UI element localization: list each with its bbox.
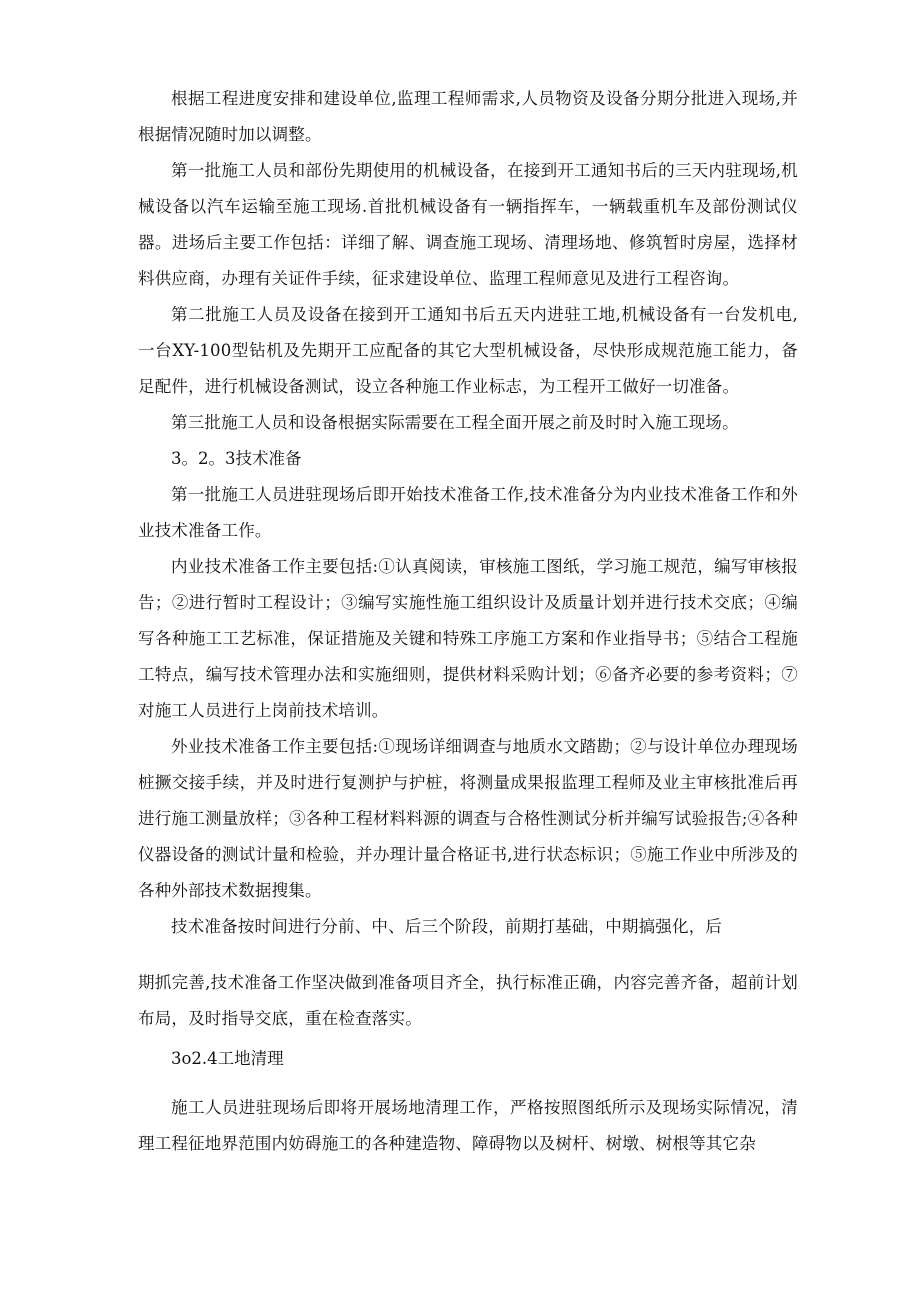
paragraph-external-preparation: 外业技术准备工作主要包括:①现场详细调查与地质水文踏勘；②与设计单位办理现场桩撅交接手续，并及时进行复测护与护桩，将测量成果报监理工程师及业主审核批准后再进行施工测量放样；③各种工程材料料源的调查与合格性测试分析并编写试验报告;④各种仪器设备的测试计量和检验，并办理计量合格证书,进行状态标识；⑤施工作业中所涉及的各种外部技术数据搜集。 — [138, 737, 798, 900]
paragraph-technical-intro: 第一批施工人员进驻现场后即开始技术准备工作,技术准备分为内业技术准备工作和外业技术准备工作。 — [138, 485, 798, 540]
paragraph-stages-continued: 期抓完善,技术准备工作坚决做到准备项目齐全，执行标准正确，内容完善齐备，超前计划布局，及时指导交底，重在检查落实。 — [138, 973, 798, 1028]
paragraph-stages-start: 技术准备按时间进行分前、中、后三个阶段，前期打基础，中期搞强化，后 — [171, 917, 723, 936]
paragraph-site-clearing: 施工人员进驻现场后即将开展场地清理工作，严格按照图纸所示及现场实际情况，清理工程征地界范围内妨碍施工的各种建造物、障碍物以及树杆、树墩、树根等其它杂 — [138, 1098, 798, 1153]
paragraph-third-batch: 第三批施工人员和设备根据实际需要在工程全面开展之前及时时入施工现场。 — [171, 413, 739, 432]
paragraph-personnel-entry: 根据工程进度安排和建设单位,监理工程师需求,人员物资及设备分期分批进入现场,并根据情况随时加以调整。 — [138, 89, 798, 144]
section-heading-site-clearing: 3o2.4工地清理 — [171, 1049, 284, 1068]
section-heading-technical-preparation: 3。2。3技术准备 — [171, 449, 302, 468]
paragraph-internal-preparation: 内业技术准备工作主要包括:①认真阅读，审核施工图纸，学习施工规范，编写审核报告；②进行暂时工程设计；③编写实施性施工组织设计及质量计划并进行技术交底；④编写各种施工工艺标准，保证措施及关键和特殊工序施工方案和作业指导书；⑤结合工程施工特点，编写技术管理办法和实施细则，提供材料采购计划；⑥备齐必要的参考资料；⑦对施工人员进行上岗前技术培训。 — [138, 557, 798, 720]
paragraph-first-batch: 第一批施工人员和部份先期使用的机械设备，在接到开工通知书后的三天内驻现场,机械设备以汽车运输至施工现场.首批机械设备有一辆指挥车，一辆载重机车及部份测试仪器。进场后主要工作包括：详细了解、调查施工现场、清理场地、修筑暂时房屋，选择材料供应商，办理有关证件手续，征求建设单位、监理工程师意见及进行工程咨询。 — [138, 161, 798, 288]
paragraph-second-batch: 第二批施工人员及设备在接到开工通知书后五天内进驻工地,机械设备有一台发机电,一台XY-100型钻机及先期开工应配备的其它大型机械设备，尽快形成规范施工能力，备足配件，进行机械设备测试，设立各种施工作业标志，为工程开工做好一切准备。 — [138, 305, 798, 396]
